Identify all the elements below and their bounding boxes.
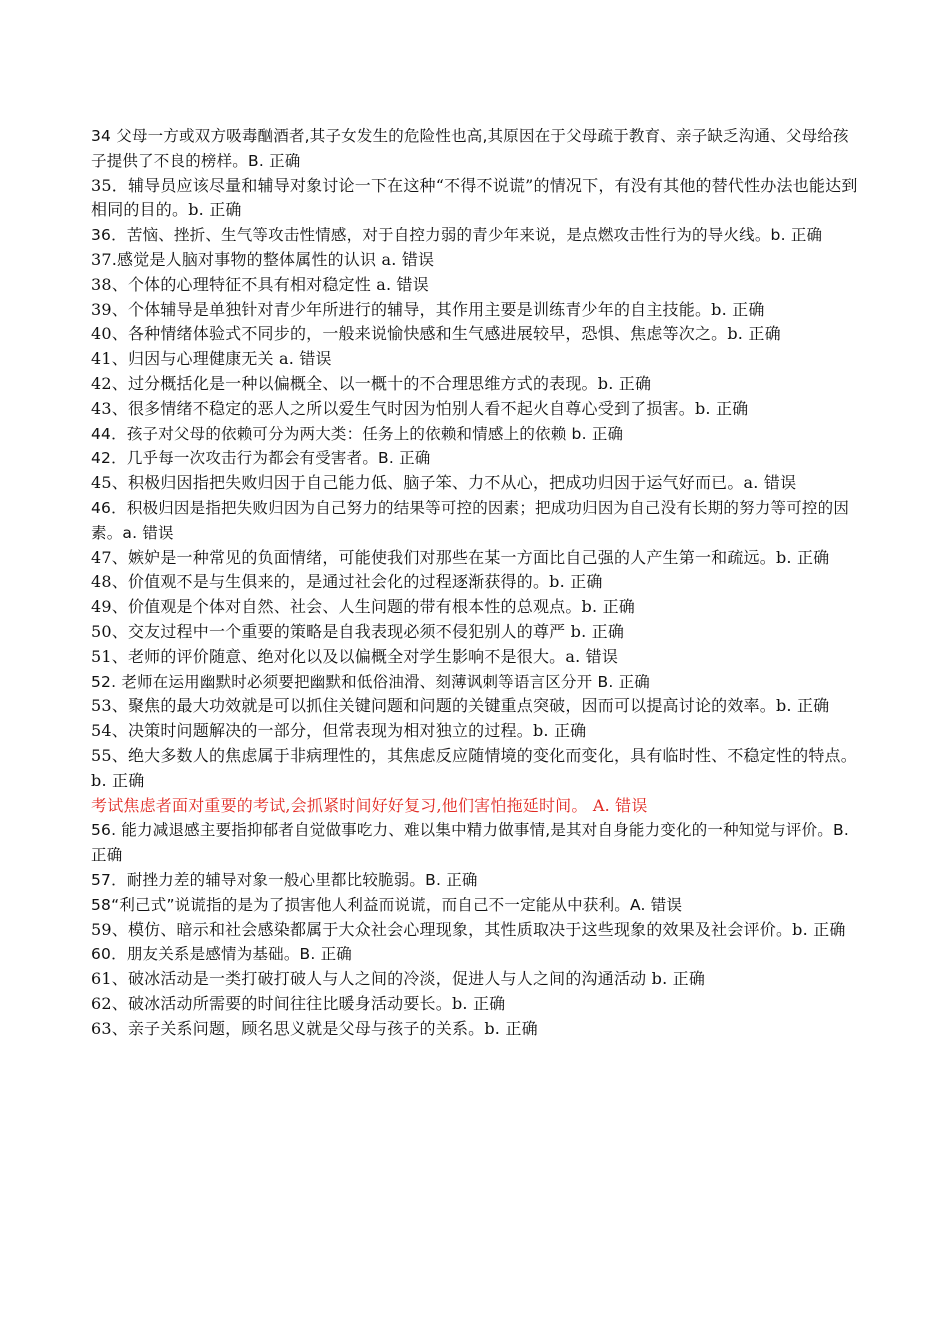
highlighted-item: 考试焦虑者面对重要的考试,会抓紧时间好好复习,他们害怕拖延时间。 A. 错误 <box>91 795 648 815</box>
document-item: 42．几乎每一次攻击行为都会有受害者。B. 正确 <box>91 449 431 468</box>
document-item: 36．苦恼、挫折、生气等攻击性情感，对于自控力弱的青少年来说，是点燃攻击性行为的导火线。b. 正确 <box>91 226 823 245</box>
document-item: 61、破冰活动是一类打破打破人与人之间的冷淡，促进人与人之间的沟通活动 b. 正确 <box>91 969 706 989</box>
document-item: 56. 能力减退感主要指抑郁者自觉做事吃力、难以集中精力做事情,是其对自身能力变化的一种知觉与评价。B. 正确 <box>91 821 849 865</box>
document-item: 48、价值观不是与生俱来的，是通过社会化的过程逐渐获得的。b. 正确 <box>91 572 603 592</box>
document-item: 34 父母一方或双方吸毒酗酒者,其子女发生的危险性也高,其原因在于父母疏于教育、亲子缺乏沟通、父母给孩子提供了不良的榜样。B. 正确 <box>91 127 849 170</box>
document-item: 55、绝大多数人的焦虑属于非病理性的，其焦虑反应随情境的变化而变化，具有临时性、不稳定性的特点。b. 正确 <box>91 745 857 790</box>
document-item: 38、个体的心理特征不具有相对稳定性 a. 错误 <box>91 274 429 294</box>
document-item: 57．耐挫力差的辅导对象一般心里都比较脆弱。B. 正确 <box>91 870 478 889</box>
document-item: 63、亲子关系问题，顾名思义就是父母与孩子的关系。b. 正确 <box>91 1018 538 1038</box>
document-item: 47、嫉妒是一种常见的负面情绪，可能使我们对那些在某一方面比自己强的人产生第一和疏远。b. 正确 <box>91 547 830 567</box>
document-item: 59、模仿、暗示和社会感染都属于大众社会心理现象，其性质取决于这些现象的效果及社会评价。b. 正确 <box>91 919 846 939</box>
document-item: 46．积极归因是指把失败归因为自己努力的结果等可控的因素；把成功归因为自己没有长期的努力等可控的因素。a. 错误 <box>91 498 850 542</box>
document-item: 35．辅导员应该尽量和辅导对象讨论一下在这种“不得不说谎”的情况下，有没有其他的替代性办法也能达到相同的目的。b. 正确 <box>91 175 858 220</box>
document-item: 40、各种情绪体验式不同步的，一般来说愉快感和生气感进展较早，恐惧、焦虑等次之。b. 正确 <box>91 324 781 344</box>
document-body <box>91 124 863 1041</box>
document-item: 37.感觉是人脑对事物的整体属性的认识 a. 错误 <box>91 249 435 269</box>
document-item: 60．朋友关系是感情为基础。B. 正确 <box>91 945 353 964</box>
document-item: 42、过分概括化是一种以偏概全、以一概十的不合理思维方式的表现。b. 正确 <box>91 373 652 393</box>
document-item: 44．孩子对父母的依赖可分为两大类：任务上的依赖和情感上的依赖 b. 正确 <box>91 424 624 443</box>
document-item: 62、破冰活动所需要的时间往往比暖身活动要长。b. 正确 <box>91 993 506 1013</box>
document-item: 54、决策时问题解决的一部分，但常表现为相对独立的过程。b. 正确 <box>91 721 587 741</box>
document-item: 51、老师的评价随意、绝对化以及以偏概全对学生影响不是很大。a. 错误 <box>91 646 619 666</box>
document-item: 58“利己式”说谎指的是为了损害他人利益而说谎，而自己不一定能从中获利。A. 错误 <box>91 895 683 914</box>
document-item: 49、价值观是个体对自然、社会、人生问题的带有根本性的总观点。b. 正确 <box>91 597 635 617</box>
document-item: 41、归因与心理健康无关 a. 错误 <box>91 349 332 369</box>
document-item: 39、个体辅导是单独针对青少年所进行的辅导，其作用主要是训练青少年的自主技能。b. 正确 <box>91 299 765 319</box>
document-item: 50、交友过程中一个重要的策略是自我表现必须不侵犯别人的尊严 b. 正确 <box>91 621 625 641</box>
document-item: 45、积极归因指把失败归因于自己能力低、脑子笨、力不从心，把成功归因于运气好而已。a. 错误 <box>91 473 797 493</box>
document-item: 52. 老师在运用幽默时必须要把幽默和低俗油滑、刻薄讽刺等语言区分开 B. 正确 <box>91 672 650 691</box>
document-item: 43、很多情绪不稳定的恶人之所以爱生气时因为怕别人看不起火自尊心受到了损害。b. 正确 <box>91 398 749 418</box>
document-item: 53、聚焦的最大功效就是可以抓住关键问题和问题的关键重点突破，因而可以提高讨论的效率。b. 正确 <box>91 696 830 716</box>
